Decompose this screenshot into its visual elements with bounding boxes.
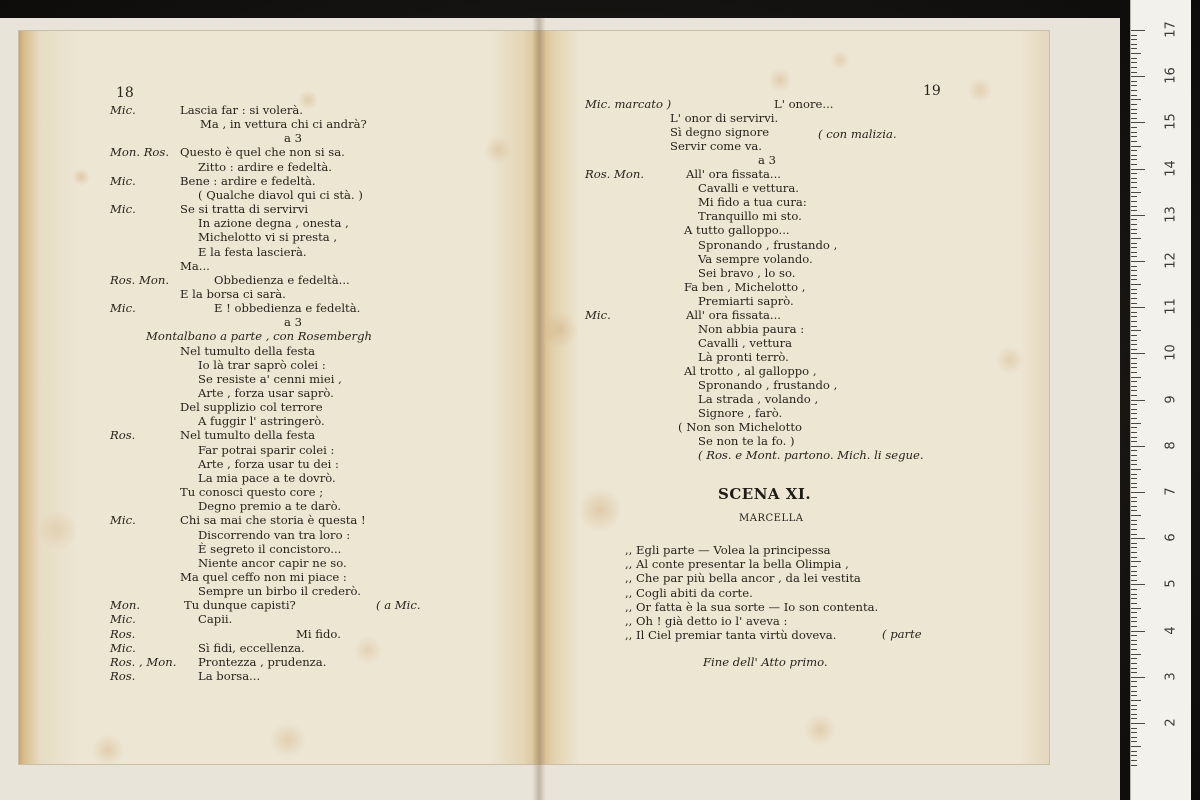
ruler-tick: [1131, 631, 1145, 632]
speaker-label: Ros.: [110, 428, 136, 443]
ruler-tick: [1131, 76, 1145, 77]
speaker-label: Mic.: [110, 202, 136, 217]
ruler-tick: [1131, 566, 1137, 567]
ruler-tick: [1131, 30, 1145, 31]
ruler-tick: [1131, 206, 1137, 207]
ruler-tick: [1131, 298, 1137, 299]
verse-line: Signore , farò.: [698, 406, 783, 421]
marcella-verse-line: ,, Cogli abiti da corte.: [625, 585, 753, 600]
marcella-verse-line: ,, Che par più bella ancor , da lei vestita: [625, 571, 861, 586]
ruler-tick: [1131, 413, 1137, 414]
ruler-tick: [1131, 617, 1137, 618]
verse-line: Far potrai sparir colei :: [198, 442, 335, 457]
ruler-tick: [1131, 672, 1137, 673]
ruler-tick: [1131, 109, 1137, 110]
ruler-tick: [1131, 404, 1137, 405]
marcella-verse-line: ,, Or fatta è la sua sorte — Io son contenta.: [625, 599, 879, 614]
verse-line: Al trotto , al galloppo ,: [684, 363, 817, 378]
ruler-tick: [1131, 460, 1137, 461]
ruler-tick: [1131, 755, 1137, 756]
ruler-tick: [1131, 644, 1137, 645]
ruler-tick: [1131, 284, 1141, 285]
ruler-tick: [1131, 464, 1137, 465]
ruler-tick: [1131, 72, 1137, 73]
ruler-tick: [1131, 390, 1137, 391]
verse-line: Niente ancor capir ne so.: [198, 555, 347, 570]
ruler-tick: [1131, 515, 1141, 516]
verse-line: Va sempre volando.: [698, 251, 813, 266]
verse-line: Là pronti terrò.: [698, 349, 789, 364]
ruler-tick: [1131, 99, 1141, 100]
ruler-tick: [1131, 686, 1137, 687]
ruler-tick: [1131, 182, 1137, 183]
ruler-tick: [1131, 196, 1137, 197]
ruler-tick: [1131, 529, 1137, 530]
speaker-label: Mic. marcato ): [585, 97, 672, 111]
speaker-label: Mic.: [110, 513, 136, 528]
ruler-label: 12: [1163, 252, 1179, 269]
ruler-tick: [1131, 584, 1145, 585]
ruler-tick: [1131, 252, 1137, 253]
ruler-tick: [1131, 557, 1137, 558]
end-of-act-note: Fine dell' Atto primo.: [703, 655, 828, 669]
ruler-tick: [1131, 497, 1137, 498]
scene-title: SCENA XI.: [718, 485, 812, 503]
speaker-label: Mic.: [110, 612, 136, 627]
ruler-tick: [1131, 85, 1137, 86]
ruler-tick: [1131, 275, 1137, 276]
ruler-tick: [1131, 446, 1145, 447]
verse-line: Tu dunque capisti?: [184, 598, 296, 613]
verse-line: E ! obbedienza e fedeltà.: [214, 301, 361, 316]
verse-line: Ma , in vettura chi ci andrà?: [200, 117, 367, 132]
verse-line: Se resiste a' cenni miei ,: [198, 371, 342, 386]
ruler-tick: [1131, 146, 1141, 147]
ruler-tick: [1131, 681, 1137, 682]
verse-line: Arte , forza usar tu dei :: [198, 456, 339, 471]
ruler-label: 8: [1163, 441, 1179, 450]
ruler-tick: [1131, 677, 1145, 678]
verse-line: Bene : ardire e fedeltà.: [180, 173, 316, 188]
verse-line: Ma...: [180, 258, 210, 273]
left-page-number: 18: [116, 85, 134, 101]
ruler-tick: [1131, 344, 1137, 345]
ruler-tick: [1131, 353, 1145, 354]
ruler-tick: [1131, 603, 1137, 604]
ruler-tick: [1131, 289, 1137, 290]
ruler-tick: [1131, 437, 1137, 438]
verse-line: Io là trar saprò colei :: [198, 357, 326, 372]
verse-line: La strada , volando ,: [698, 392, 819, 407]
speaker-label: Ros. Mon.: [110, 272, 170, 287]
ruler-tick: [1131, 53, 1141, 54]
ruler-tick: [1131, 483, 1137, 484]
verse-line: Montalbano a parte , con Rosembergh: [146, 329, 372, 344]
ruler-tick: [1131, 700, 1141, 701]
ruler-tick: [1131, 377, 1141, 378]
ruler-tick: [1131, 547, 1137, 548]
ruler-tick: [1131, 705, 1137, 706]
verse-line: ( Qualche diavol qui ci stà. ): [198, 187, 363, 202]
ruler-label: 5: [1163, 579, 1179, 589]
ruler-tick: [1131, 474, 1137, 475]
ruler-label: 17: [1163, 21, 1179, 38]
ruler-tick: [1131, 224, 1137, 225]
ruler-tick: [1131, 247, 1137, 248]
ruler-tick: [1131, 150, 1137, 151]
marcella-verse-line: ,, Il Ciel premiar tanta virtù doveva.: [625, 628, 837, 643]
ruler-tick: [1131, 279, 1137, 280]
parte-direction: ( parte: [882, 627, 922, 641]
ruler-tick: [1131, 316, 1137, 317]
ruler-tick: [1131, 450, 1137, 451]
ruler-tick: [1131, 173, 1137, 174]
ruler-tick: [1131, 39, 1137, 40]
verse-line: L' onore...: [774, 97, 834, 111]
ruler-label: 11: [1163, 298, 1179, 315]
ruler-tick: [1131, 552, 1137, 553]
verse-line: A fuggir l' astringerò.: [198, 414, 325, 429]
ruler-tick: [1131, 243, 1137, 244]
verse-line: a 3: [284, 131, 302, 146]
ruler-tick: [1131, 608, 1141, 609]
ruler-tick: [1131, 159, 1137, 160]
ruler-tick: [1131, 626, 1137, 627]
ruler-tick: [1131, 589, 1137, 590]
ruler-tick: [1131, 312, 1137, 313]
speaker-label: Ros. Mon.: [585, 167, 645, 182]
marcella-verse-line: ,, Al conte presentar la bella Olimpia ,: [625, 557, 849, 572]
ruler-tick: [1131, 164, 1137, 165]
stage-direction: ( a Mic.: [376, 598, 421, 613]
ruler-tick: [1131, 594, 1137, 595]
verse-line: Capii.: [198, 612, 233, 627]
ruler-tick: [1131, 520, 1137, 521]
ruler-tick: [1131, 201, 1137, 202]
speaker-label: Ros.: [110, 626, 136, 641]
verse-line: Spronando , frustando ,: [698, 237, 838, 252]
ruler-tick: [1131, 561, 1141, 562]
ruler-tick: [1131, 469, 1141, 470]
verse-line: Non abbia paura :: [698, 321, 805, 336]
verse-line: Cavalli , vettura: [698, 335, 793, 350]
ruler-tick: [1131, 524, 1137, 525]
ruler-tick: [1131, 349, 1137, 350]
scene-character: MARCELLA: [739, 513, 804, 524]
verse-line: ( Ros. e Mont. partono. Mich. li segue.: [698, 448, 924, 463]
speaker-label: Mic.: [110, 301, 136, 316]
ruler-tick: [1131, 478, 1137, 479]
ruler-tick: [1131, 372, 1137, 373]
verse-line: Michelotto vi si presta ,: [198, 230, 338, 245]
ruler-tick: [1131, 575, 1137, 576]
speaker-label: Mic.: [110, 640, 136, 655]
ruler-tick: [1131, 400, 1145, 401]
ruler-tick: [1131, 718, 1137, 719]
ruler-tick: [1131, 35, 1137, 36]
verse-line: E la borsa ci sarà.: [180, 286, 286, 301]
ruler-tick: [1131, 501, 1137, 502]
ruler-label: 7: [1163, 487, 1179, 496]
verse-line: Sì degno signore: [670, 125, 770, 140]
ruler-tick: [1131, 169, 1145, 170]
ruler-tick: [1131, 695, 1137, 696]
verse-line: Tranquillo mi sto.: [698, 209, 802, 224]
ruler-tick: [1131, 538, 1145, 539]
verse-line: Degno premio a te darò.: [198, 499, 342, 514]
ruler-tick: [1131, 418, 1137, 419]
ruler-tick: [1131, 640, 1137, 641]
ruler-tick: [1131, 543, 1137, 544]
verse-line: Mi fido a tua cura:: [698, 195, 807, 210]
ruler-label: 3: [1163, 672, 1179, 681]
ruler-tick: [1131, 229, 1137, 230]
verse-line: All' ora fissata...: [686, 167, 781, 182]
verse-line: Se non te la fo. ): [698, 434, 795, 449]
ruler-tick: [1131, 215, 1145, 216]
verse-line: Chi sa mai che storia è questa !: [180, 513, 366, 528]
verse-line: Obbedienza e fedeltà...: [214, 272, 350, 287]
ruler-tick: [1131, 256, 1137, 257]
verse-line: Lascia far : si volerà.: [180, 103, 303, 117]
measuring-ruler: [1130, 0, 1191, 800]
verse-line: a 3: [284, 315, 302, 330]
ruler-tick: [1131, 492, 1145, 493]
verse-line: Zitto : ardire e fedeltà.: [198, 159, 332, 174]
ruler-label: 16: [1163, 67, 1179, 84]
ruler-tick: [1131, 760, 1137, 761]
speaker-label: Mic.: [110, 173, 136, 188]
ruler-label: 15: [1163, 113, 1179, 131]
ruler-tick: [1131, 580, 1137, 581]
verse-line: Prontezza , prudenza.: [198, 654, 327, 669]
verse-line: A tutto galloppo...: [684, 223, 790, 238]
ruler-tick: [1131, 381, 1137, 382]
ruler-label: 9: [1163, 394, 1179, 404]
speaker-label: Mon. Ros.: [110, 145, 170, 160]
ruler-label: 14: [1163, 159, 1179, 177]
ruler-tick: [1131, 732, 1137, 733]
ruler-tick: [1131, 233, 1137, 234]
ruler-label: 4: [1163, 625, 1179, 635]
marcella-verse-line: ,, Oh ! già detto io l' aveva :: [625, 614, 788, 628]
ruler-tick: [1131, 423, 1141, 424]
ruler-tick: [1131, 335, 1137, 336]
ruler-tick: [1131, 358, 1137, 359]
ruler-tick: [1131, 210, 1137, 211]
ruler-tick: [1131, 122, 1145, 123]
ruler-tick: [1131, 409, 1137, 410]
ruler-tick: [1131, 441, 1137, 442]
ruler-tick: [1131, 95, 1137, 96]
verse-line: Sì fidi, eccellenza.: [198, 640, 305, 655]
verse-line: a 3: [758, 153, 776, 168]
verse-line: Questo è quel che non si sa.: [180, 145, 345, 160]
verse-line: Discorrendo van tra loro :: [198, 527, 351, 542]
ruler-tick: [1131, 321, 1137, 322]
ruler-tick: [1131, 192, 1141, 193]
ruler-tick: [1131, 714, 1137, 715]
ruler-tick: [1131, 741, 1137, 742]
ruler-tick: [1131, 326, 1137, 327]
marcella-verse-line: ,, Egli parte — Volea la principessa: [625, 543, 831, 557]
ruler-tick: [1131, 668, 1137, 669]
ruler-label: 13: [1163, 206, 1179, 223]
verse-line: ( Non son Michelotto: [678, 420, 802, 435]
ruler-tick: [1131, 658, 1137, 659]
ruler-tick: [1131, 132, 1137, 133]
ruler-tick: [1131, 261, 1145, 262]
ruler-tick: [1131, 330, 1141, 331]
ruler-tick: [1131, 238, 1141, 239]
speaker-label: Mon.: [110, 598, 141, 613]
verse-line: Cavalli e vettura.: [698, 181, 799, 196]
con-malizia-direction: ( con malizia.: [818, 127, 897, 141]
ruler-tick: [1131, 728, 1137, 729]
verse-line: Tu conosci questo core ;: [180, 485, 324, 500]
ruler-tick: [1131, 691, 1137, 692]
ruler-tick: [1131, 340, 1137, 341]
speaker-label: Mic.: [110, 103, 136, 117]
ruler-tick: [1131, 67, 1137, 68]
ruler-tick: [1131, 751, 1137, 752]
verse-line: Mi fido.: [296, 626, 341, 641]
ruler-tick: [1131, 534, 1137, 535]
verse-line: La borsa...: [198, 669, 261, 683]
ruler-tick: [1131, 395, 1137, 396]
ruler-tick: [1131, 649, 1137, 650]
speaker-label: Ros. , Mon.: [110, 654, 177, 669]
ruler-tick: [1131, 737, 1137, 738]
ruler-tick: [1131, 709, 1137, 710]
ruler-tick: [1131, 455, 1137, 456]
verse-line: Se si tratta di servirvi: [180, 202, 309, 217]
ruler-tick: [1131, 270, 1137, 271]
ruler-tick: [1131, 765, 1137, 766]
verse-line: Arte , forza usar saprò.: [198, 386, 334, 400]
verse-line: Spronando , frustando ,: [698, 378, 838, 392]
ruler-tick: [1131, 612, 1137, 613]
ruler-tick: [1131, 510, 1137, 511]
ruler-tick: [1131, 178, 1137, 179]
ruler-tick: [1131, 48, 1137, 49]
ruler-tick: [1131, 136, 1137, 137]
verse-line: Premiarti saprò.: [698, 293, 794, 308]
ruler-tick: [1131, 723, 1145, 724]
speaker-label: Mic.: [585, 307, 611, 322]
ruler-tick: [1131, 427, 1137, 428]
ruler-tick: [1131, 104, 1137, 105]
ruler-tick: [1131, 307, 1145, 308]
ruler-label: 6: [1163, 533, 1179, 542]
ruler-tick: [1131, 363, 1137, 364]
ruler-tick: [1131, 90, 1137, 91]
verse-line: Sei bravo , lo so.: [698, 265, 796, 280]
ruler-tick: [1131, 367, 1137, 368]
ruler-tick: [1131, 571, 1137, 572]
ruler-tick: [1131, 219, 1137, 220]
verse-line: Fa ben , Michelotto ,: [684, 279, 806, 294]
ruler-tick: [1131, 81, 1137, 82]
ruler-tick: [1131, 44, 1137, 45]
verse-line: Sempre un birbo il crederò.: [198, 584, 361, 599]
speaker-label: Ros.: [110, 669, 136, 683]
right-page-number: 19: [923, 83, 941, 99]
ruler-tick: [1131, 127, 1137, 128]
ruler-label: 10: [1163, 344, 1179, 362]
verse-line: Nel tumulto della festa: [180, 343, 315, 358]
verse-line: È segreto il concistoro...: [198, 541, 342, 556]
verse-line: E la festa lascierà.: [198, 244, 307, 259]
verse-line: All' ora fissata...: [686, 307, 781, 322]
verse-line: Nel tumulto della festa: [180, 428, 315, 443]
ruler-tick: [1131, 506, 1137, 507]
ruler-tick: [1131, 487, 1137, 488]
ruler-tick: [1131, 635, 1137, 636]
ruler-tick: [1131, 141, 1137, 142]
verse-line: La mia pace a te dovrò.: [198, 470, 336, 485]
ruler-label: 2: [1163, 718, 1179, 727]
book-gutter: [532, 18, 546, 800]
ruler-tick: [1131, 598, 1137, 599]
ruler-tick: [1131, 293, 1137, 294]
ruler-tick: [1131, 266, 1137, 267]
ruler-tick: [1131, 303, 1137, 304]
right-page: [540, 30, 1050, 765]
verse-line: L' onor di servirvi.: [670, 111, 779, 126]
ruler-tick: [1131, 432, 1137, 433]
ruler-tick: [1131, 746, 1141, 747]
ruler-tick: [1131, 118, 1137, 119]
verse-line: Servir come va.: [670, 139, 762, 154]
verse-line: Del supplizio col terrore: [180, 400, 323, 415]
verse-line: In azione degna , onesta ,: [198, 216, 349, 231]
ruler-tick: [1131, 621, 1137, 622]
left-page: [18, 30, 540, 765]
ruler-tick: [1131, 62, 1137, 63]
ruler-tick: [1131, 113, 1137, 114]
ruler-tick: [1131, 187, 1137, 188]
ruler-tick: [1131, 155, 1137, 156]
ruler-tick: [1131, 386, 1137, 387]
ruler-tick: [1131, 654, 1141, 655]
verse-line: Ma quel ceffo non mi piace :: [180, 569, 347, 584]
ruler-tick: [1131, 58, 1137, 59]
ruler-tick: [1131, 663, 1137, 664]
